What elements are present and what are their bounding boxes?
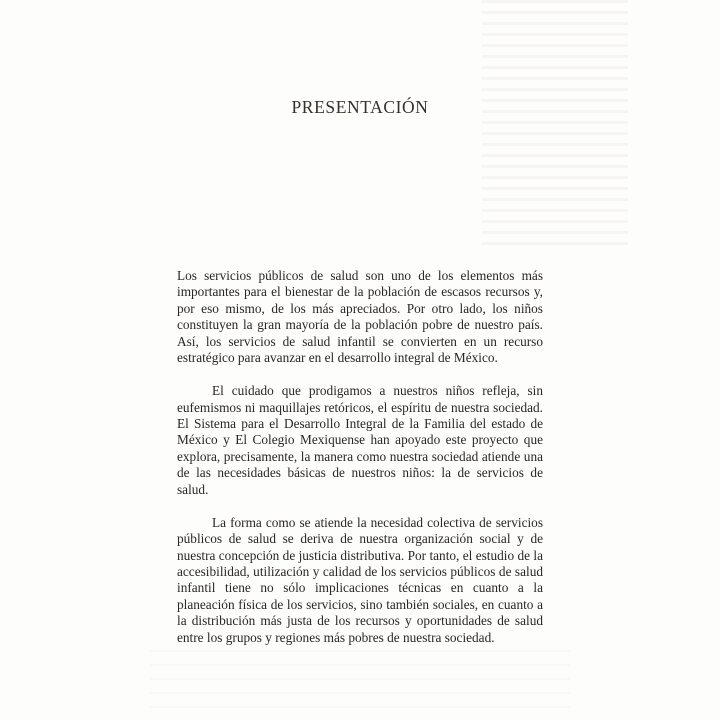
paragraph: El cuidado que prodigamos a nuestros niños refleja, sin eufemismos ni maquillajes retóricos, el espíritu de nuestra sociedad. El Sistema para el Desarrollo Integral de la Familia del estado de México y El Colegio Mexiquense han apoyado este proyecto que explora, precisamente, la manera como nuestra sociedad atiende una de las necesidades básicas de nuestros niños: la de servicios de salud.	[177, 383, 543, 497]
page-title: PRESENTACIÓN	[291, 97, 429, 117]
paragraph: Los servicios públicos de salud son uno de los elementos más importantes para el bienestar de la población de escasos recursos y, por eso mismo, de los más apreciados. Por otro lado, los niños constituyen la gran mayoría de la población pobre de nuestro país. Así, los servicios de salud infantil se convierten en un recurso estratégico para avanzar en el desarrollo integral de México.	[177, 268, 543, 366]
scan-bleedthrough-artifact-bottom	[150, 650, 570, 720]
body-text-block	[177, 268, 543, 646]
paragraph: La forma como se atiende la necesidad colectiva de servicios públicos de salud se deriva de nuestra organización social y de nuestra concepción de justicia distributiva. Por tanto, el estudio de la accesibilidad, utilización y calidad de los servicios públicos de salud infantil tiene no sólo implicaciones técnicas en cuanto a la planeación física de los servicios, sino también sociales, en cuanto a la distribución más justa de los recursos y oportunidades de salud entre los grupos y regiones más pobres de nuestra sociedad.	[177, 514, 543, 645]
scan-bleedthrough-artifact-top	[482, 0, 628, 252]
